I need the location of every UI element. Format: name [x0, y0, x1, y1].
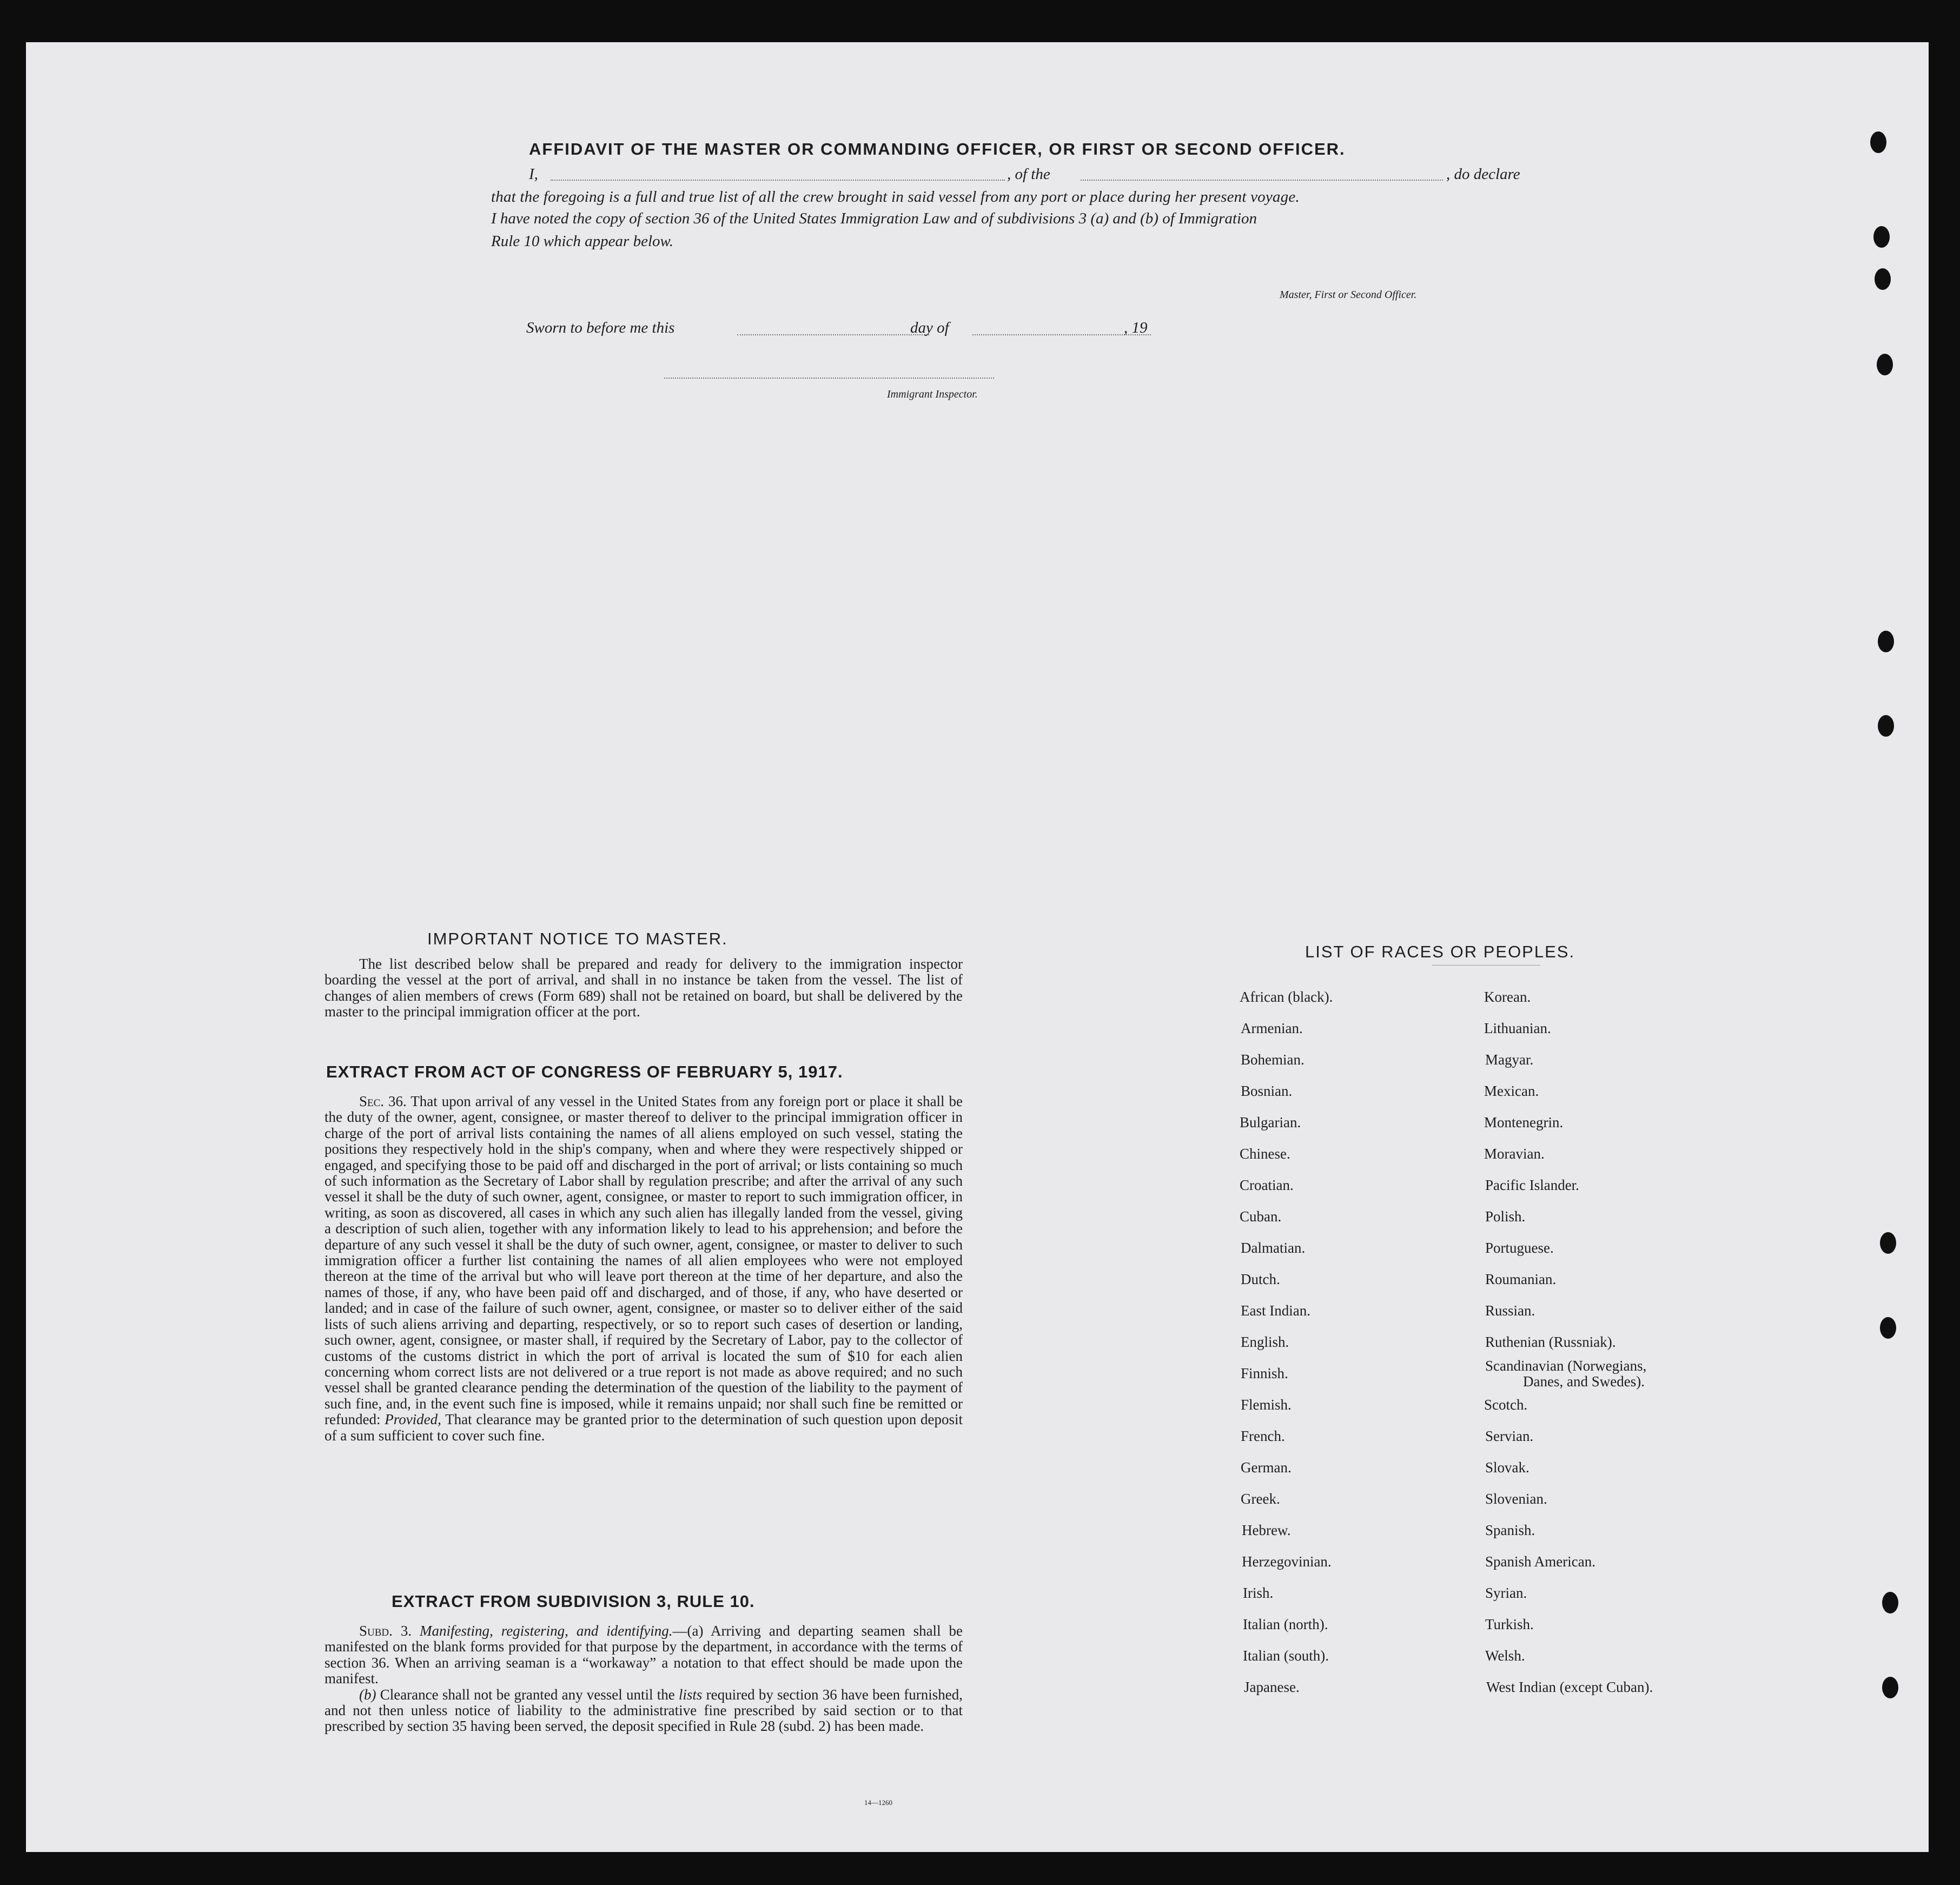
race-item: Dalmatian.	[1241, 1240, 1306, 1256]
race-item: Hebrew.	[1242, 1522, 1291, 1538]
race-item: Flemish.	[1241, 1397, 1292, 1413]
sworn-text: Sworn to before me this	[526, 319, 675, 336]
race-item: Italian (north).	[1243, 1616, 1328, 1632]
race-item: Turkish.	[1485, 1616, 1534, 1632]
affidavit-title: AFFIDAVIT OF THE MASTER OR COMMANDING OFFICER, OR FIRST OR SECOND OFFICER.	[529, 140, 1346, 158]
races-title: LIST OF RACES OR PEOPLES.	[1305, 942, 1575, 961]
section-label: Sec. 36.	[359, 1093, 407, 1109]
race-item: Servian.	[1485, 1428, 1534, 1444]
binder-hole	[1870, 131, 1886, 153]
binder-hole	[1880, 1317, 1896, 1339]
race-item: Bulgarian.	[1240, 1114, 1301, 1130]
affidavit-line-3: I have noted the copy of section 36 of the United States Immigration Law and of subdivisions 3 (a) and (b) of Immigration	[491, 210, 1257, 227]
sworn-day-blank	[737, 334, 929, 335]
binder-hole	[1882, 1592, 1898, 1613]
inspector-signature-blank	[664, 378, 994, 379]
race-item: Slovenian.	[1485, 1491, 1547, 1507]
subdivision-b-text-1: Clearance shall not be granted any vessel until the	[380, 1686, 675, 1703]
lists-word: lists	[678, 1686, 703, 1703]
subdivision-a-text: —(a) Arriving and departing seamen shall be manifested on the blank forms provided for that purpose by the department, in accordance with the terms of section 36. When an arriving seaman is a “workaway” a notation to that effect should be made upon the manifest.	[325, 1623, 963, 1687]
race-item: African (black).	[1240, 989, 1333, 1005]
race-item: Roumanian.	[1485, 1271, 1557, 1287]
year-text: , 19	[1124, 319, 1148, 336]
binder-hole	[1877, 354, 1893, 375]
binder-hole	[1878, 631, 1894, 652]
affidavit-line-2: that the foregoing is a full and true list of all the crew brought in said vessel from any port or place during her present voyage.	[491, 188, 1300, 206]
race-item: West Indian (except Cuban).	[1486, 1679, 1653, 1695]
race-item: Moravian.	[1484, 1146, 1545, 1162]
form-number: 14—1260	[864, 1798, 892, 1807]
race-item: Lithuanian.	[1484, 1020, 1551, 1036]
binder-hole	[1873, 226, 1890, 248]
race-item: Ruthenian (Russniak).	[1485, 1334, 1616, 1350]
affidavit-of-the: , of the	[1007, 166, 1050, 183]
race-item: Irish.	[1243, 1585, 1274, 1601]
section-36-end: That clearance may be granted prior to the determination of such question upon deposit of a sum sufficient to cover such fine.	[325, 1411, 963, 1444]
subdivision-b-label: (b)	[359, 1686, 376, 1703]
notice-paragraph: The list described below shall be prepared and ready for delivery to the immigration inspector boarding the vessel at the port of arrival, and shall in no instance be taken from the vessel. The list of changes of alien members of crews (Form 689) shall not be retained on board, but shall be delivered by the master to the principal immigration officer at the port.	[325, 956, 963, 1020]
race-item: Mexican.	[1484, 1083, 1539, 1099]
notice-title: IMPORTANT NOTICE TO MASTER.	[427, 929, 728, 948]
subdivision-label: Subd. 3.	[359, 1623, 412, 1639]
race-item: Scotch.	[1484, 1397, 1528, 1413]
race-item: Italian (south).	[1243, 1648, 1329, 1664]
binder-hole	[1878, 715, 1894, 737]
race-item: Finnish.	[1241, 1365, 1288, 1381]
signature-label: Master, First or Second Officer.	[1280, 289, 1417, 301]
notice-text	[325, 956, 963, 1020]
affidavit-i: I,	[529, 166, 538, 183]
race-item: Korean.	[1484, 989, 1531, 1005]
affidavit-declare: , do declare	[1446, 166, 1520, 183]
race-item: Chinese.	[1240, 1146, 1290, 1162]
race-item: Bosnian.	[1241, 1083, 1293, 1099]
race-item: English.	[1241, 1334, 1289, 1350]
inspector-label: Immigrant Inspector.	[887, 388, 978, 400]
day-of-text: day of	[910, 319, 949, 336]
race-item: Magyar.	[1485, 1051, 1534, 1068]
race-item: Portuguese.	[1485, 1240, 1554, 1256]
race-item: German.	[1241, 1459, 1292, 1476]
race-item: Dutch.	[1241, 1271, 1280, 1287]
race-item: Danes, and Swedes).	[1523, 1373, 1645, 1390]
act-text	[325, 1094, 963, 1444]
race-item: Welsh.	[1485, 1648, 1525, 1664]
rule-title: EXTRACT FROM SUBDIVISION 3, RULE 10.	[392, 1592, 755, 1611]
section-36-text: That upon arrival of any vessel in the United States from any foreign port or place it shall be the duty of the owner, agent, consignee, or master thereof to deliver to the principal immigration officer in charge of the port of arrival lists containing the names of all aliens employed on such vessel, stating the positions they respectively hold in the ship's company, when and where they were respectively shipped or engaged, and specifying those to be paid off and discharged in the port of arrival; or lists containing so much of such information as the Secretary of Labor shall by regulation prescribe; and after the arrival of any such vessel it shall be the duty of such owner, agent, consignee, or master to report to such immigration officer, in writing, as soon as discovered, all cases in which any such alien has illegally landed from the vessel, giving a description of such alien, together with any information likely to lead to his apprehension; and before the departure of any such vessel it shall be the duty of such owner, agent, consignee, or master to deliver to such immigration officer a further list containing the names of all alien employees who were not employed thereon at the time of the arrival but who will leave port thereon at the time of her departure, and also the names of those, if any, who have been paid off and discharged, and of those, if any, who have deserted or landed; and in case of the failure of such owner, agent, consignee, or master so to deliver either of the said lists of such aliens arriving and departing, respectively, or so to report such cases of desertion or landing, such owner, agent, consignee, or master shall, if required by the Secretary of Labor, pay to the collector of customs of the customs district in which the port of arrival is located the sum of $10 for each alien concerning whom correct lists are not delivered or a true report is not made as above required; and no such vessel shall be granted clearance pending the determination of the question of the liability to the payment of such fine, and, in the event such fine is imposed, while it remains unpaid; nor shall such fine be remitted or refunded:	[325, 1093, 963, 1428]
name-blank	[551, 180, 1005, 181]
provided-word: Provided,	[385, 1411, 441, 1428]
race-item: East Indian.	[1241, 1302, 1310, 1319]
subdivision-b-text-2: required by section 36 have been furnished, and not then unless notice of liability to the administrative fine prescribed by said section or to that prescribed by section 35 having been served, the deposit specified in Rule 28 (subd. 2) has been made.	[325, 1686, 963, 1735]
binder-hole	[1875, 268, 1891, 290]
vessel-blank	[1081, 180, 1443, 181]
race-item: Herzegovinian.	[1242, 1553, 1332, 1570]
act-title: EXTRACT FROM ACT OF CONGRESS OF FEBRUARY 5, 1917.	[326, 1062, 843, 1081]
race-item: Croatian.	[1240, 1177, 1294, 1193]
race-item: Syrian.	[1485, 1585, 1527, 1601]
race-item: Montenegrin.	[1484, 1114, 1564, 1130]
race-item: Pacific Islander.	[1485, 1177, 1579, 1193]
race-item: Armenian.	[1241, 1020, 1303, 1036]
subdivision-heading: Manifesting, registering, and identifying.	[420, 1623, 673, 1639]
affidavit-line-4: Rule 10 which appear below.	[491, 233, 673, 250]
race-item: Bohemian.	[1241, 1051, 1305, 1068]
race-item: Cuban.	[1240, 1208, 1282, 1225]
race-item: French.	[1241, 1428, 1285, 1444]
binder-hole	[1882, 1677, 1898, 1698]
race-item: Scandinavian (Norwegians,	[1485, 1358, 1647, 1374]
race-item: Russian.	[1485, 1302, 1535, 1319]
race-item: Japanese.	[1244, 1679, 1300, 1695]
race-item: Polish.	[1485, 1208, 1526, 1225]
race-item: Slovak.	[1485, 1459, 1529, 1476]
rule-text	[325, 1623, 963, 1735]
binder-hole	[1880, 1232, 1896, 1254]
race-item: Spanish.	[1485, 1522, 1535, 1538]
document-page	[26, 42, 1929, 1852]
race-item: Spanish American.	[1485, 1553, 1595, 1570]
race-item: Greek.	[1241, 1491, 1280, 1507]
